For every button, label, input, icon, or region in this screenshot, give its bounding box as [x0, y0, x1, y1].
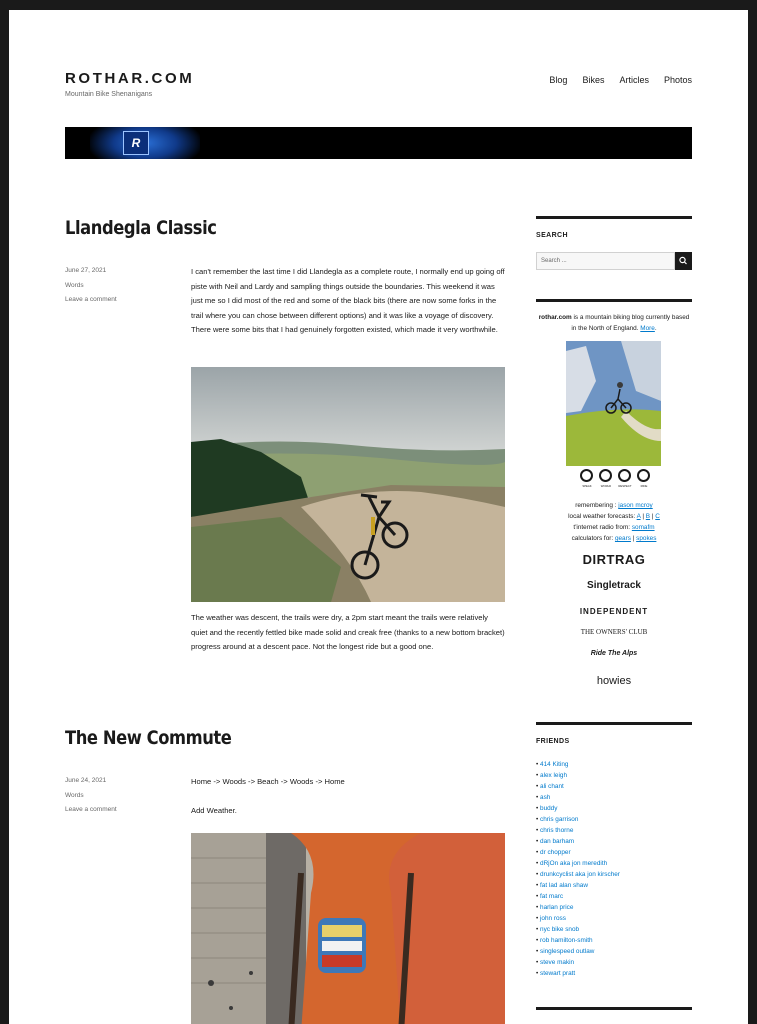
- ride-icon: [637, 469, 650, 482]
- search-widget-title: SEARCH: [536, 232, 568, 239]
- remembering-label: remembering :: [575, 502, 619, 509]
- friend-link[interactable]: • drunkcyclist aka jon kirscher: [536, 869, 620, 880]
- post-meta-2: [65, 774, 117, 818]
- friend-link[interactable]: • chris garrison: [536, 814, 620, 825]
- rule-label-speak: SPEAK: [582, 484, 592, 488]
- remembering-line: [536, 500, 692, 511]
- friend-link[interactable]: • chris thorne: [536, 825, 620, 836]
- search-widget-rule: [536, 216, 692, 219]
- logo-dirtrag[interactable]: DIRTRAG: [582, 552, 646, 567]
- about-text: [536, 313, 692, 334]
- friend-link[interactable]: • nyc bike snob: [536, 924, 620, 935]
- logo-singletrack[interactable]: Singletrack: [587, 580, 641, 591]
- post-comment-2[interactable]: Leave a comment: [65, 806, 117, 813]
- logo-ride-the-alps[interactable]: Ride The Alps: [590, 650, 638, 657]
- friend-link[interactable]: • 414 Kiting: [536, 759, 620, 770]
- search-icon: [675, 252, 692, 270]
- friend-link[interactable]: • dr chopper: [536, 847, 620, 858]
- nav-bikes[interactable]: Bikes: [582, 75, 605, 85]
- post-category-2[interactable]: Words: [65, 791, 84, 799]
- calc-label: calculators for:: [571, 535, 615, 542]
- rule-label-respect: RESPECT: [618, 484, 632, 488]
- respect-icon: [618, 469, 631, 482]
- nav-photos[interactable]: Photos: [663, 75, 692, 85]
- friend-link[interactable]: • steve makin: [536, 957, 620, 968]
- about-end: .: [654, 324, 657, 332]
- rule-label-ride: RIDE: [640, 484, 648, 488]
- banner-logo-icon: R: [123, 131, 149, 155]
- post-body-2b: Add Weather.: [191, 806, 237, 815]
- site-title[interactable]: ROTHAR.COM: [65, 70, 195, 87]
- nav-blog[interactable]: Blog: [549, 75, 568, 85]
- weather-link-a[interactable]: A: [636, 513, 641, 520]
- post-meta-1: [65, 264, 117, 308]
- weather-line: local weather forecasts: A | B | C: [568, 513, 660, 520]
- friend-link[interactable]: • john ross: [536, 913, 620, 924]
- friend-link[interactable]: • fat lad alan shaw: [536, 880, 620, 891]
- search-button[interactable]: [675, 252, 692, 270]
- header-banner[interactable]: [65, 127, 692, 159]
- speak-icon: [580, 469, 593, 482]
- sidebar-links: [536, 500, 692, 544]
- post-photo-commute[interactable]: [191, 833, 505, 1024]
- rule-ride: [637, 469, 650, 488]
- weather-link-c[interactable]: C: [655, 513, 660, 520]
- radio-link[interactable]: somafm: [631, 524, 655, 531]
- radio-label: t'internet radio from:: [573, 524, 632, 531]
- friends-widget-rule: [536, 722, 692, 725]
- post-photo-llandegla[interactable]: [191, 367, 505, 602]
- rule-speak: [580, 469, 593, 488]
- friend-link[interactable]: • harlan price: [536, 902, 620, 913]
- next-widget-rule: [536, 1007, 692, 1010]
- post-body-2: Home -> Woods -> Beach -> Woods -> Home: [191, 777, 345, 786]
- weather-link-b[interactable]: B: [645, 513, 651, 520]
- post-title-2[interactable]: The New Commute: [65, 727, 232, 749]
- friend-link[interactable]: • dRjOn aka jon meredith: [536, 858, 620, 869]
- nav-articles[interactable]: Articles: [619, 75, 649, 85]
- about-body: is a mountain biking blog currently based in the North of England.: [571, 314, 690, 332]
- about-more-link[interactable]: More: [640, 324, 655, 332]
- post-date-2[interactable]: June 24, 2021: [65, 777, 107, 784]
- post-category-1[interactable]: Words: [65, 281, 84, 289]
- about-widget-rule: [536, 299, 692, 302]
- friends-widget-title: FRIENDS: [536, 738, 570, 745]
- friend-link[interactable]: • dan barham: [536, 836, 620, 847]
- post-comment-1[interactable]: Leave a comment: [65, 296, 117, 303]
- ride-rules-row: [580, 469, 650, 488]
- friend-link[interactable]: • stewart pratt: [536, 968, 620, 979]
- rule-respect: [618, 469, 632, 488]
- rule-label-world: WORLD: [600, 484, 612, 488]
- weather-label: local weather forecasts:: [568, 513, 637, 520]
- remembering-link[interactable]: jason mcroy: [618, 502, 653, 509]
- friend-link[interactable]: • singlespeed outlaw: [536, 946, 620, 957]
- rule-world: [599, 469, 612, 488]
- post-body-1b: The weather was descent, the trails were dry, a 2pm start meant the trails were relatively quiet and the recently fettled bike made solid and creak free (thanks to a new bottom bracket) progress around at a descent pace. Not the longest ride but a good one.: [191, 613, 505, 652]
- friends-list: [536, 759, 620, 979]
- main-nav: [549, 75, 692, 85]
- friend-link[interactable]: • ali chant: [536, 781, 620, 792]
- friend-link[interactable]: • fat marc: [536, 891, 620, 902]
- friend-link[interactable]: • alex leigh: [536, 770, 620, 781]
- search-input[interactable]: Search ...: [536, 252, 675, 270]
- page: [9, 10, 748, 1024]
- world-icon: [599, 469, 612, 482]
- about-brand: rothar.com: [538, 314, 572, 321]
- calc-link-spokes[interactable]: spokes: [636, 535, 657, 542]
- post-title-1[interactable]: Llandegla Classic: [65, 217, 217, 239]
- radio-line: [536, 522, 692, 533]
- calc-link-gears[interactable]: gears: [614, 535, 631, 542]
- friend-link[interactable]: • rob hamilton-smith: [536, 935, 620, 946]
- friend-link[interactable]: • buddy: [536, 803, 620, 814]
- site-tagline: Mountain Bike Shenanigans: [65, 91, 153, 98]
- friend-link[interactable]: • ash: [536, 792, 620, 803]
- logo-owners-club[interactable]: THE OWNERS' CLUB: [580, 628, 648, 636]
- calc-line: calculators for: gears | spokes: [571, 535, 657, 542]
- post-body-1: I can't remember the last time I did Llandegla as a complete route, I normally end up going off piste with Neil and Lardy and sampling things outside the boundaries. This weekend it was just me so I did most of the red and some of the black bits (there are now some forks in the trail where you can chose between different options) and it was like a voyage of discovery. There were some bits that I had genuinely forgotten existed, which made it very worthwhile.: [191, 267, 505, 335]
- logo-howies[interactable]: howies: [596, 675, 632, 687]
- post-date-1[interactable]: June 27, 2021: [65, 267, 107, 274]
- sidebar-rider-photo[interactable]: [566, 341, 661, 466]
- logo-independent[interactable]: INDEPENDENT: [579, 607, 649, 616]
